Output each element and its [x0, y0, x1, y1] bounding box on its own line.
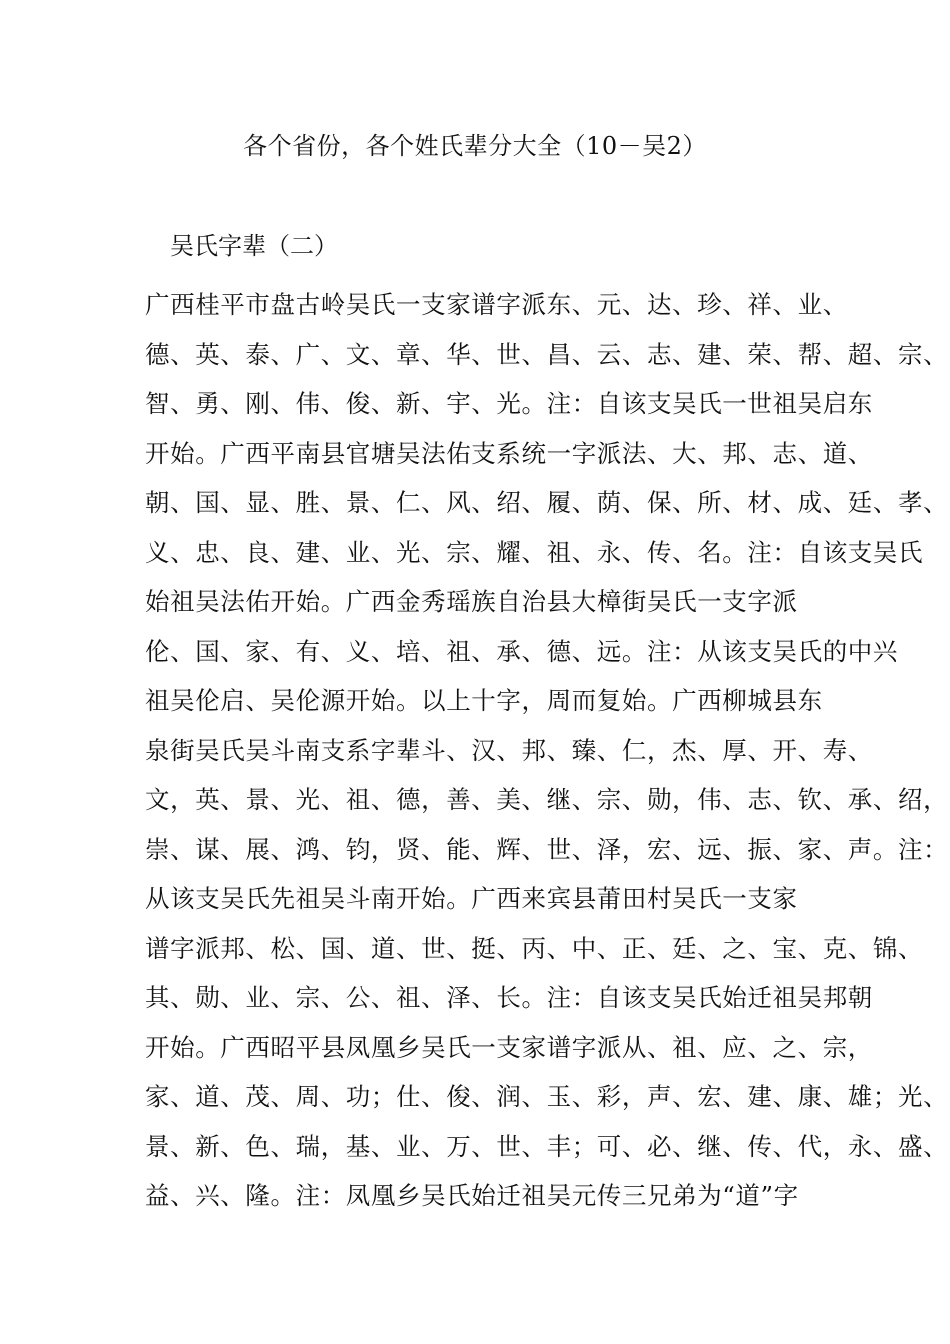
text-line: 广西桂平市盘古岭吴氏一支家谱字派东、元、达、珍、祥、业、 [145, 290, 848, 319]
text-line: 崇、谋、展、鸿、钧，贤、能、辉、世、泽，宏、远、振、家、声。注： [145, 834, 949, 864]
text-line: 开始。广西昭平县凤凰乡吴氏一支家谱字派从、祖、应、之、宗， [145, 1032, 873, 1062]
text-line: 泉街吴氏吴斗南支系字辈斗、汉、邦、臻、仁，杰、厚、开、寿、 [145, 735, 873, 765]
text-line: 朝、国、显、胜、景、仁、风、绍、履、荫、保、所、材、成、廷、孝、 [145, 488, 949, 517]
text-line: 从该支吴氏先祖吴斗南开始。广西来宾县莆田村吴氏一支家 [145, 884, 798, 913]
text-line: 景、新、色、瑞，基、业、万、世、丰；可、必、继、传、代，永、盛、 [145, 1131, 949, 1161]
text-line: 始祖吴法佑开始。广西金秀瑶族自治县大樟街吴氏一支字派 [145, 587, 798, 616]
text-line: 义、忠、良、建、业、光、宗、耀、祖、永、传、名。注：自该支吴氏 [145, 537, 924, 567]
body-text [145, 280, 949, 1221]
text-line: 开始。广西平南县官塘吴法佑支系统一字派法、大、邦、志、道、 [145, 438, 873, 468]
text-line: 伦、国、家、有、义、培、祖、承、德、远。注：从该支吴氏的中兴 [145, 636, 898, 666]
text-line: 益、兴、隆。注：凤凰乡吴氏始迁祖吴元传三兄弟为“道”字 [145, 1181, 799, 1210]
text-line: 文，英、景、光、祖、德，善、美、继、宗、勋，伟、志、钦、承、绍， [145, 785, 949, 814]
text-line: 德、英、泰、广、文、章、华、世、昌、云、志、建、荣、帮、超、宗、 [145, 339, 949, 369]
text-line: 祖吴伦启、吴伦源开始。以上十字，周而复始。广西柳城县东 [145, 686, 823, 715]
document-title: 各个省份，各个姓氏辈分大全（10－吴2） [243, 132, 707, 160]
text-line: 谱字派邦、松、国、道、世、挺、丙、中、正、廷、之、宝、克、锦、 [145, 933, 924, 963]
section-subtitle: 吴氏字辈（二） [170, 232, 338, 260]
text-line: 智、勇、刚、伟、俊、新、宇、光。注：自该支吴氏一世祖吴启东 [145, 389, 873, 418]
text-line: 家、道、茂、周、功；仕、俊、润、玉、彩，声、宏、建、康、雄；光、 [145, 1082, 949, 1111]
text-line: 其、勋、业、宗、公、祖、泽、长。注：自该支吴氏始迁祖吴邦朝 [145, 983, 873, 1012]
